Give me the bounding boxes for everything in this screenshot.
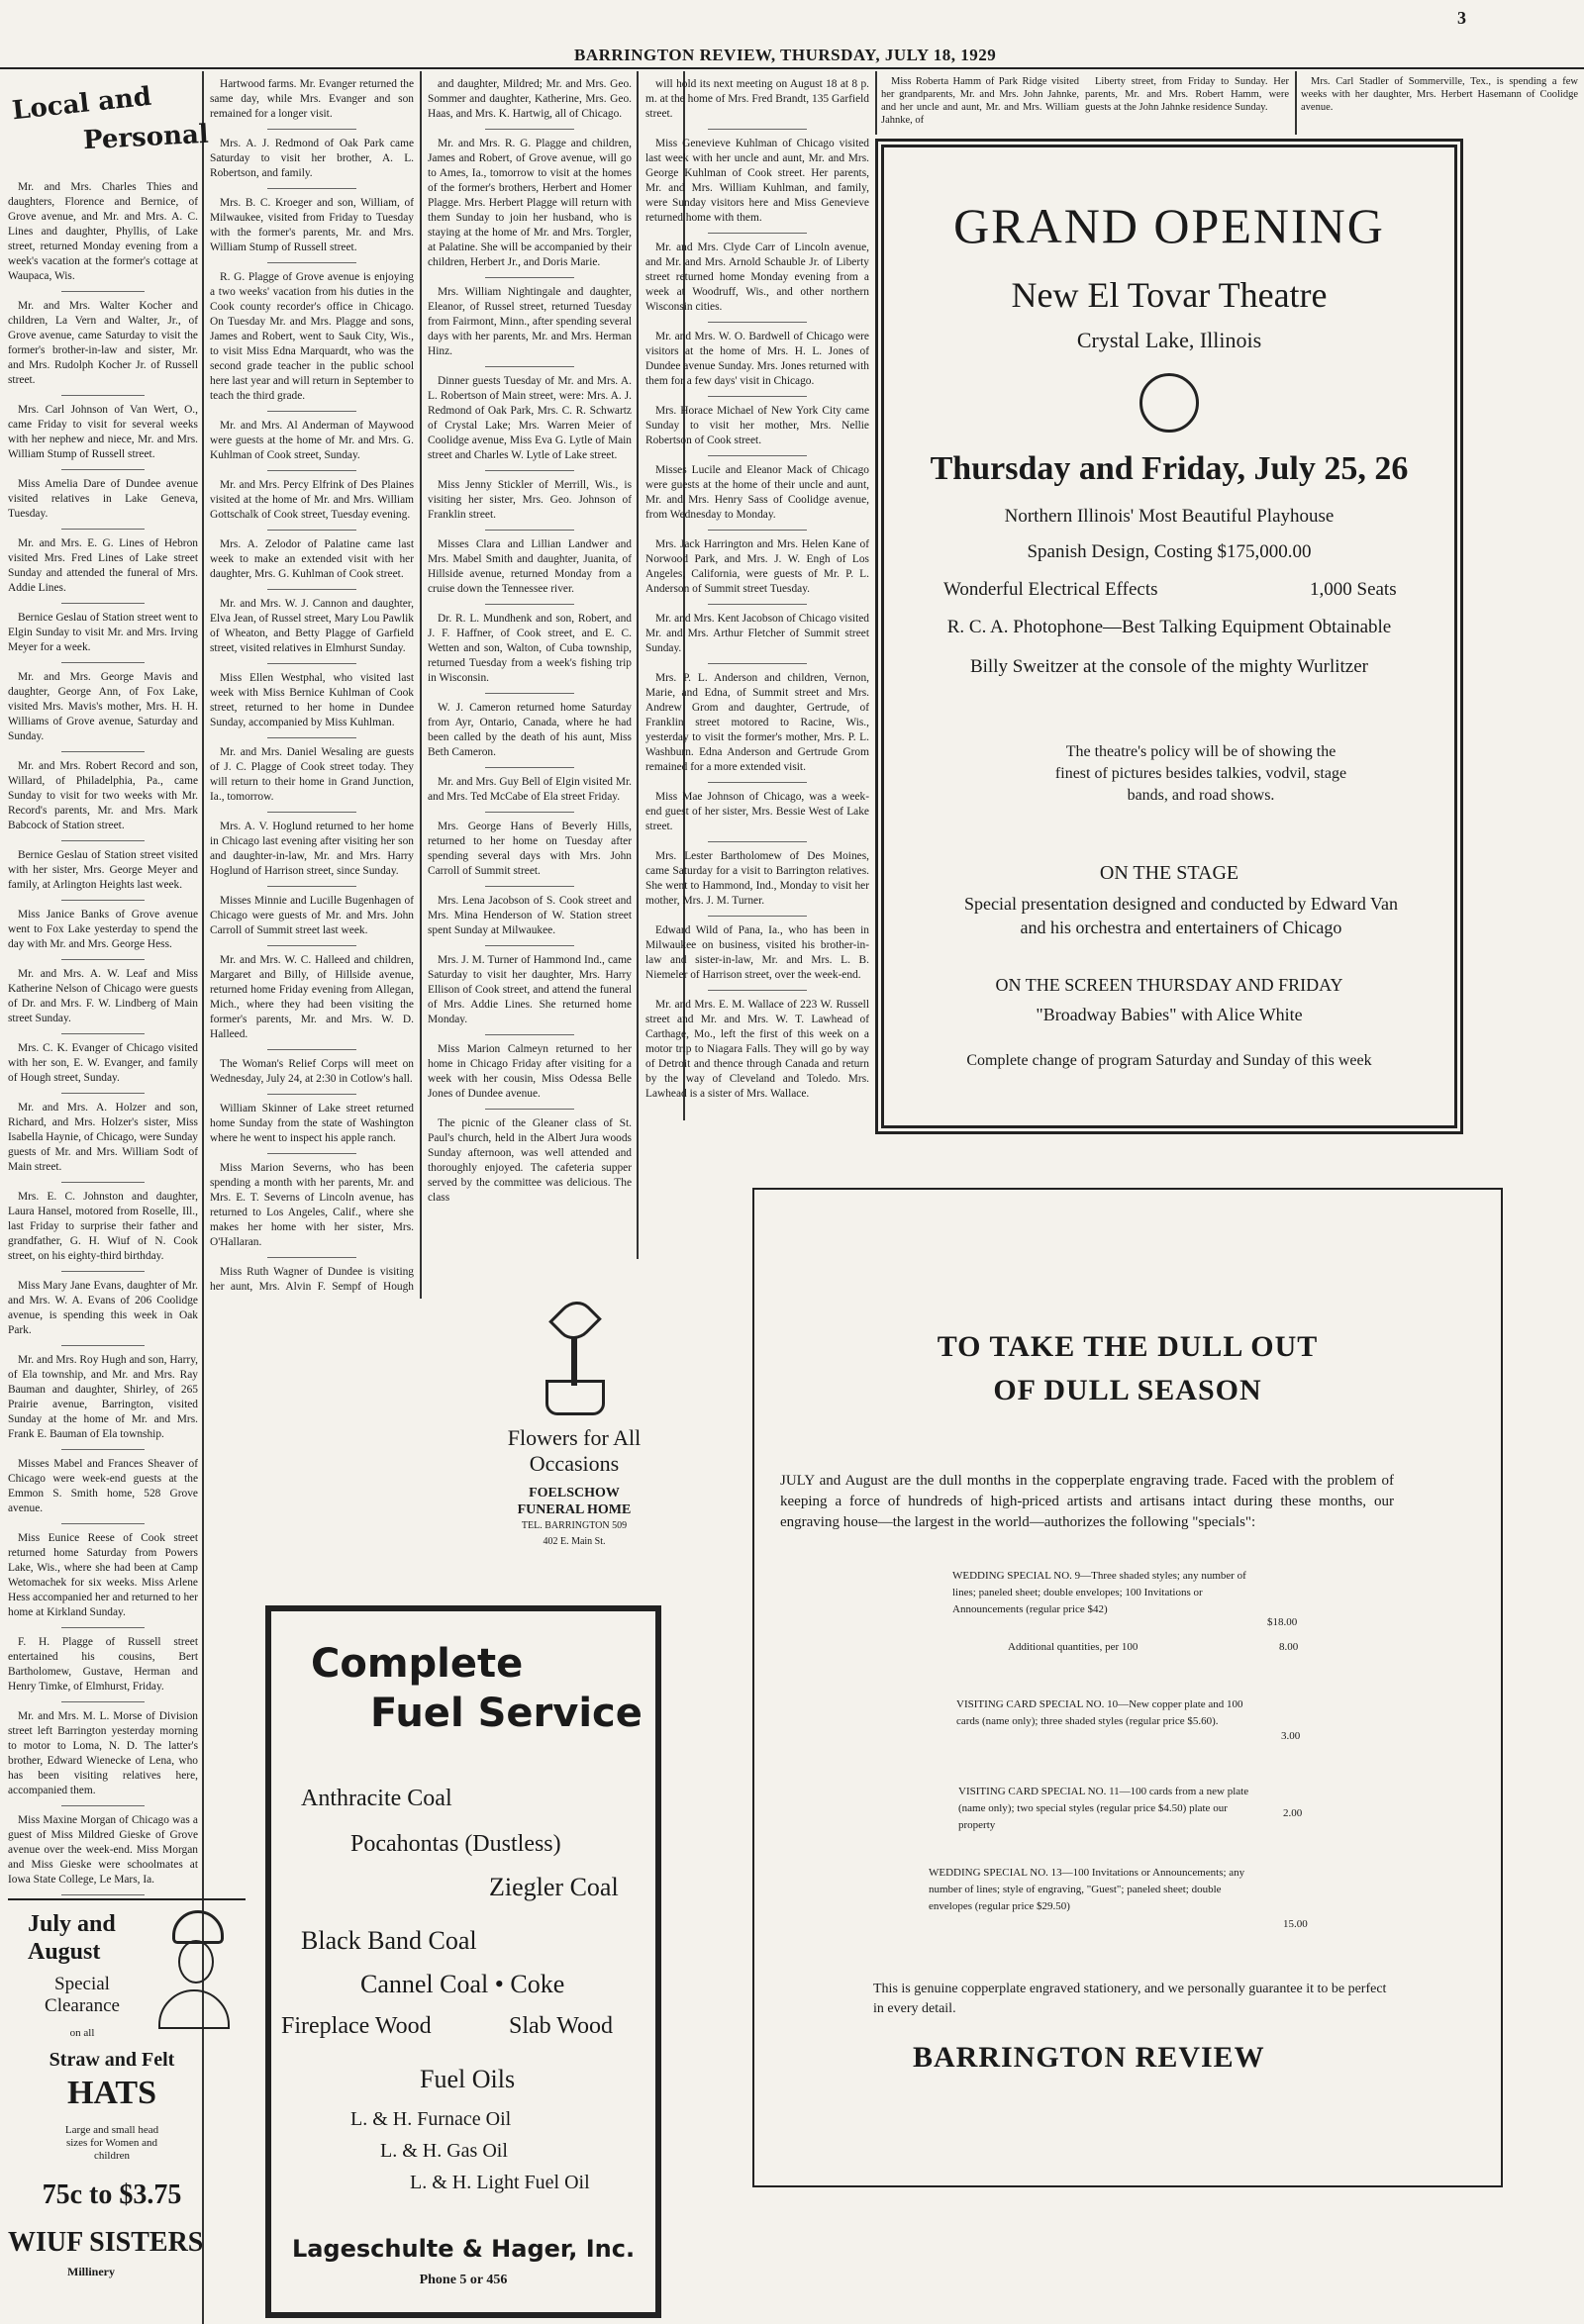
theatre-city: Crystal Lake, Illinois (1076, 328, 1262, 352)
item-divider (485, 366, 575, 367)
item-divider (708, 990, 806, 991)
news-item: Dr. R. L. Mundhenk and son, Robert, and J. F. Haffner, of Cook street, and E. C. Wetten and son, Walton, of Cuba township, returned Tuesday from a week's fishing trip in Wisconsin. (428, 613, 632, 684)
item-divider (708, 322, 806, 323)
item-divider (485, 767, 575, 768)
item-divider (267, 945, 357, 946)
news-item: Mrs. E. C. Johnston and daughter, Laura Hansel, motored from Roselle, Ill., last Friday to surprise their father and grandfather, G. H. Wiuf of N. Cook street, on his eighty-third birthday. (8, 1191, 198, 1262)
hats-price: 75c to $3.75 (42, 2179, 182, 2210)
hats-clearance: Special Clearance (45, 1974, 120, 2016)
heading-line: Local and (10, 81, 153, 127)
news-item: Bernice Geslau of Station street went to Elgin Sunday to visit Mr. and Mrs. Irving Meyer for a week. (8, 612, 198, 653)
brief-text: Miss Roberta Hamm of Park Ridge visited her grandparents, Mr. and Mrs. John Jahnke, and her uncle and aunt, Mr. and Mrs. William Jahnke, of (881, 76, 1079, 126)
hats-text: on all (69, 2027, 95, 2039)
item-divider (485, 812, 575, 813)
ad-line: Spanish Design, Costing $175,000.00 (1027, 541, 1312, 562)
ad-line: 1,000 Seats (1310, 579, 1397, 600)
special-item: WEDDING SPECIAL NO. 13—100 Invitations or Announcements; any number of lines; style of engraving, "Guest"; paneled sheet; double envelopes (regular price $29.50) (929, 1867, 1245, 1912)
news-item: Dinner guests Tuesday of Mr. and Mrs. A. L. Robertson of Main street, were: Mrs. A. J. Redmond of Oak Park, Mrs. C. R. Schwartz of Crystal Lake; Mrs. Warren Meier of Coolidge avenue, Miss Eva G. Lytle of Main street and Charles W. Lytle of Lake street. (428, 375, 632, 461)
flower-pot-icon (538, 1297, 617, 1415)
item-divider (708, 530, 806, 531)
item-divider (61, 603, 145, 604)
news-item: The Woman's Relief Corps will meet on Wednesday, July 24, at 2:30 in Cotlow's hall. (210, 1058, 414, 1085)
special-item: VISITING CARD SPECIAL NO. 10—New copper plate and 100 cards (name only); three shaded styles (regular price $5.60). (956, 1698, 1243, 1727)
fuel-item: Anthracite Coal (301, 1786, 452, 1811)
news-item: Hartwood farms. Mr. Evanger returned the same day, while Mrs. Evanger and son remained for a longer visit. (210, 78, 414, 120)
ad-line: Northern Illinois' Most Beautiful Playhouse (1004, 506, 1335, 527)
news-item: Mrs. William Nightingale and daughter, Eleanor, of Russel street, returned Tuesday from Fairmont, Minn., after spending several days with her parents, Mr. and Mrs. Herman Hinz. (428, 286, 632, 357)
flowers-address: 402 E. Main St. (543, 1536, 606, 1547)
hats-kind: Millinery (67, 2265, 115, 2278)
brief-text: Liberty street, from Friday to Sunday. Her parents, Mr. and Mrs. Robert Hamm, were guests at the John Jahnke residence Sunday. (1085, 76, 1289, 113)
ad-title: GRAND OPENING (953, 198, 1385, 253)
ad-line: Billy Sweitzer at the console of the mighty Wurlitzer (969, 656, 1368, 677)
item-divider (708, 129, 806, 130)
news-item: Mr. and Mrs. George Mavis and daughter, George Ann, of Fox Lake, visited Mrs. Mavis's mother, Mrs. H. H. Williams of Grove avenue, Saturday and Sunday. (8, 671, 198, 742)
screen-heading: ON THE SCREEN THURSDAY AND FRIDAY (995, 975, 1343, 995)
news-item: Miss Amelia Dare of Dundee avenue visited relatives in Lake Geneva, Tuesday. (8, 478, 198, 520)
brief-item (881, 75, 1079, 131)
fuel-phone: Phone 5 or 456 (419, 2273, 508, 2287)
item-divider (61, 469, 145, 470)
item-divider (485, 945, 575, 946)
fuel-advertisement (265, 1605, 661, 2318)
column-rule (875, 71, 877, 135)
theatre-advertisement (875, 139, 1463, 1134)
item-divider (61, 395, 145, 396)
special-price: 2.00 (1283, 1807, 1303, 1819)
item-divider (267, 1153, 357, 1154)
hats-headline: July and August (28, 1911, 116, 1965)
news-item: Mr. and Mrs. Roy Hugh and son, Harry, of Ela township, and Mr. and Mrs. Ray Bauman and daughter, Shirley, of 265 Prairie avenue, Barrington, visited Sunday at the home of Mr. and Mrs. Frank E. Bauman of Ela township. (8, 1354, 198, 1440)
masthead (0, 8, 1584, 69)
news-item: and daughter, Mildred; Mr. and Mrs. Geo. Sommer and daughter, Katherine, Mrs. Geo. Haas, and Mrs. K. Hartwig, all of Chicago. (428, 78, 632, 120)
news-item: William Skinner of Lake street returned home Sunday from the state of Washington where he went to inspect his apple ranch. (210, 1103, 414, 1144)
news-item: Mr. and Mrs. Charles Thies and daughters, Florence and Bernice, of Grove avenue, and Mr. and Mrs. A. C. Lines and daughter, Phyllis, of Lake street, returned Monday evening from a week's vacation at the former's cottage at Waupaca, Wis. (8, 181, 198, 282)
news-item: Mrs. Jack Harrington and Mrs. Helen Kane of Norwood Park, and Mrs. J. W. Engh of Los Angeles, California, were guests of Mr. P. L. Anderson of Summit street Tuesday. (645, 538, 869, 595)
news-item: F. H. Plagge of Russell street entertained his cousins, Bert Bartholomew, Gustave, Herman and Henry Timke, of Elmhurst, Friday. (8, 1636, 198, 1693)
item-divider (485, 277, 575, 278)
stage-heading: ON THE STAGE (1099, 862, 1239, 884)
brief-item (1301, 75, 1578, 131)
item-divider (708, 455, 806, 456)
item-divider (61, 840, 145, 841)
ornament-icon (1139, 373, 1199, 433)
item-divider (61, 529, 145, 530)
news-item: Mr. and Mrs. Daniel Wesaling are guests of J. C. Plagge of Cook street today. They will return to their home in Grand Junction, Ia., tomorrow. (210, 746, 414, 803)
item-divider (708, 916, 806, 917)
item-divider (61, 291, 145, 292)
flowers-advertisement (500, 1287, 648, 1554)
news-item: R. G. Plagge of Grove avenue is enjoying a two weeks' vacation from his duties in the Cook county recorder's office in Chicago. On Tuesday Mr. and Mrs. Plagge and sons, James and Robert, went to Sauk City, Wis., to visit Miss Edna Marquardt, who was the second grade teacher in the public school here last year and will return in September to teach the third grade. (210, 271, 414, 402)
item-divider (267, 1257, 357, 1258)
item-divider (61, 1182, 145, 1183)
news-item: Mr. and Mrs. R. G. Plagge and children, James and Robert, of Grove avenue, will go to Ames, Ia., tomorrow to visit at the homes of the former's brothers, Herbert and Homer Plagge. Mrs. Herbert Plagge will return with them Sunday to join her husband, who is staying at the home of Mr. and Mrs. Torgler, at Palatine. She will be accompanied by their children, Herbert Jr., and Doris Marie. (428, 138, 632, 268)
news-item: Mrs. C. K. Evanger of Chicago visited with her son, E. W. Evanger, and family of Hough street, Sunday. (8, 1042, 198, 1084)
news-item: Mrs. P. L. Anderson and children, Vernon, Marie, and Edna, of Summit street and Mrs. Andrew Grom and daughter, Gertrude, of Franklin street motored to Racine, Wis., yesterday to visit the former's mother, Mrs. P. L. Washburn. Edna Anderson and Gertrude Grom remained for a more extended visit. (645, 672, 869, 773)
news-item: Mr. and Mrs. E. M. Wallace of 223 W. Russell street and Mr. and Mrs. W. T. Lawhead of Carthage, Mo., left the first of this week on a motor trip to Niagara Falls. They will go by way of Detroit and thence through Canada and return by the way of Cleveland and Toledo. Mrs. Lawhead is a sister of Mrs. Wallace. (645, 999, 869, 1100)
special-price: 3.00 (1281, 1730, 1301, 1742)
news-item: Misses Lucile and Eleanor Mack of Chicago were guests at the home of their uncle and aunt, Mr. and Mrs. Henry Sass of Coolidge avenue, from Wednesday to Monday. (645, 464, 869, 521)
item-divider (61, 751, 145, 752)
news-item: Mr. and Mrs. W. J. Cannon and daughter, Elva Jean, of Russel street, Mary Lou Pawlik of Wheaton, and Betty Plagge of Garfield street, visited relatives in Elmhurst Sunday. (210, 598, 414, 654)
brief-text: Mrs. Carl Stadler of Sommerville, Tex., is spending a few weeks with her daughter, Mrs. Herbert Hasemann of Coolidge avenue. (1301, 76, 1578, 113)
item-divider (267, 530, 357, 531)
item-divider (485, 1034, 575, 1035)
hats-text: Straw and Felt (49, 2049, 175, 2071)
news-item: Mrs. Carl Johnson of Van Wert, O., came Friday to visit for several weeks with her nephew and niece, Mr. and Mrs. William Stump of Russell street. (8, 404, 198, 460)
item-divider (485, 129, 575, 130)
item-divider (61, 1523, 145, 1524)
news-item: Mr. and Mrs. A. W. Leaf and Miss Katherine Nelson of Chicago were guests of Dr. and Mrs. F. W. Lindberg of Main street Sunday. (8, 968, 198, 1024)
fuel-item: Ziegler Coal (489, 1873, 619, 1901)
fuel-item: Pocahontas (Dustless) (350, 1831, 561, 1857)
item-divider (708, 841, 806, 842)
fuel-item: L. & H. Furnace Oil (350, 2108, 512, 2130)
item-divider (485, 530, 575, 531)
engraving-title: TO TAKE THE DULL OUT (937, 1330, 1319, 1363)
fuel-company: Lageschulte & Hager, Inc. (291, 2235, 636, 2263)
item-divider (708, 782, 806, 783)
news-item: will hold its next meeting on August 18 at 8 p. m. at the home of Mrs. Fred Brandt, 135 Garfield street. (645, 78, 869, 120)
fuel-item: Black Band Coal (301, 1926, 477, 1955)
news-item: Miss Ruth Wagner of Dundee is visiting her aunt, Mrs. Alvin F. Sempf of Hough (210, 1266, 414, 1293)
masthead-title: BARRINGTON REVIEW, THURSDAY, JULY 18, 1929 (574, 46, 997, 64)
heading-line: Personal (82, 119, 210, 156)
news-item: Miss Eunice Reese of Cook street returned home Saturday from Powers Lake, Wis., where she had been at Camp Wetomachek for six weeks. Miss Arlene Hess accompanied her and returned to her home at Kirkland Sunday. (8, 1532, 198, 1618)
special-item: VISITING CARD SPECIAL NO. 11—100 cards from a new plate (name only); two special styles (regular price $4.50) plate our property (958, 1786, 1249, 1831)
item-divider (267, 663, 357, 664)
item-divider (708, 604, 806, 605)
news-item: Mr. and Mrs. A. Holzer and son, Richard, and Mrs. Holzer's sister, Miss Isabella Haynie, of Chicago, were Sunday guests of Mr. and Mrs. William Sodt of Main street. (8, 1102, 198, 1173)
ad-footer: Complete change of program Saturday and Sunday of this week (966, 1052, 1372, 1069)
news-column-2 (210, 77, 414, 1293)
engraving-title: OF DULL SEASON (993, 1374, 1262, 1406)
news-item: Mrs. Lester Bartholomew of Des Moines, came Saturday for a visit to Barrington relatives. She went to Hammond, Ind., Monday to visit her mother, Mrs. J. M. Turner. (645, 850, 869, 907)
news-item: The picnic of the Gleaner class of St. Paul's church, held in the Albert Jura woods Sunday afternoon, was well attended and thoroughly enjoyed. The cafeteria supper served by the committee was delicious. The class (428, 1117, 632, 1204)
news-item: Miss Marion Severns, who has been spending a month with her parents, Mr. and Mrs. E. T. Severns of Lincoln avenue, has returned to Los Angeles, Calif., where she makes her home with her sister, Mrs. O'Hallaran. (210, 1162, 414, 1248)
ad-line: Wonderful Electrical Effects (943, 579, 1158, 600)
item-divider (267, 1049, 357, 1050)
news-item: Mrs. Horace Michael of New York City came Sunday to visit her mother, Mrs. Nellie Robertson of Cook street. (645, 405, 869, 446)
item-divider (61, 900, 145, 901)
news-item: Mr. and Mrs. W. O. Bardwell of Chicago were visitors at the home of Mrs. H. L. Jones of Dundee avenue Sunday. Mrs. Jones returned with them for a few days' visit in Chicago. (645, 331, 869, 387)
theatre-name: New El Tovar Theatre (1011, 275, 1328, 315)
flowers-business: FOELSCHOW FUNERAL HOME (517, 1486, 632, 1517)
brief-item (1085, 75, 1289, 131)
item-divider (267, 886, 357, 887)
news-item: Mr. and Mrs. Guy Bell of Elgin visited Mr. and Mrs. Ted McCabe of Ela street Friday. (428, 776, 632, 803)
fuel-item: Fireplace Wood (281, 2013, 432, 2039)
item-divider (61, 1345, 145, 1346)
page-number: 3 (1457, 8, 1466, 28)
item-divider (267, 1094, 357, 1095)
item-divider (267, 129, 357, 130)
ad-line: R. C. A. Photophone—Best Talking Equipment Obtainable (946, 617, 1392, 637)
item-divider (61, 1627, 145, 1628)
item-divider (485, 693, 575, 694)
column-rule (420, 71, 422, 1299)
news-item: Bernice Geslau of Station street visited with her sister, Mrs. George Meyer and family, at Arlington Heights last week. (8, 849, 198, 891)
item-divider (708, 233, 806, 234)
item-divider (485, 604, 575, 605)
hats-advertisement (8, 1898, 246, 2314)
item-divider (708, 396, 806, 397)
item-divider (61, 662, 145, 663)
item-divider (61, 1894, 145, 1895)
news-item: Mrs. A. Zelodor of Palatine came last week to make an extended visit with her daughter, Mrs. G. Kuhlman of Cook street. (210, 538, 414, 580)
hats-text: Large and small head sizes for Women and children (64, 2124, 159, 2162)
news-item: Miss Mae Johnson of Chicago, was a week-end guest of her sister, Mrs. Bessie West of Lake street. (645, 791, 869, 832)
stage-text: Special presentation designed and conducted by Edward Van and his orchestra and entertainers of Chicago (963, 894, 1399, 937)
item-divider (485, 470, 575, 471)
news-item: Miss Genevieve Kuhlman of Chicago visited last week with her uncle and aunt, Mr. and Mrs. George Kuhlman of Cook street. Her parents, Mr. and Mrs. William Kuhlman, and family, were Sunday visitors here and Miss Genevieve returned home with them. (645, 138, 869, 224)
news-item: Edward Wild of Pana, Ia., who has been in Milwaukee on business, visited his brother-in-law and sister-in-law, Mr. and Mrs. L. B. Niemeler of Harrison street, over the week-end. (645, 924, 869, 981)
engraving-signature: BARRINGTON REVIEW (913, 2041, 1265, 2074)
hats-shop: WIUF SISTERS (8, 2227, 204, 2258)
fuel-item: L. & H. Gas Oil (380, 2140, 508, 2162)
fuel-title: Fuel Service (370, 1691, 643, 1736)
item-divider (61, 1093, 145, 1094)
news-item: Mrs. J. M. Turner of Hammond Ind., came Saturday to visit her daughter, Mrs. Harry Ellison of Cook street, and attend the funeral of Mrs. Addie Lines. She returned home Monday. (428, 954, 632, 1025)
news-item: Miss Janice Banks of Grove avenue went to Fox Lake yesterday to spend the day with Mr. and Mrs. George Hess. (8, 909, 198, 950)
fuel-item: L. & H. Light Fuel Oil (410, 2172, 590, 2193)
news-column-3 (428, 77, 632, 1255)
item-divider (708, 663, 806, 664)
news-item: Misses Mabel and Frances Sheaver of Chicago were week-end guests at the Emmon S. Smith home, 528 Grove avenue. (8, 1458, 198, 1514)
item-divider (267, 188, 357, 189)
news-item: Mrs. A. J. Redmond of Oak Park came Saturday to visit her brother, A. L. Robertson, and family. (210, 138, 414, 179)
item-divider (267, 589, 357, 590)
fuel-item: Cannel Coal • Coke (360, 1970, 565, 1998)
special-item: WEDDING SPECIAL NO. 9—Three shaded styles; any number of lines; paneled sheet; double envelopes; 100 Invitations or Announcements (regular price $42) (952, 1570, 1246, 1615)
item-divider (61, 1033, 145, 1034)
news-item: Mrs. Lena Jacobson of S. Cook street and Mrs. Mina Henderson of W. Station street spent Sunday at Milwaukee. (428, 895, 632, 936)
column-rule (1295, 71, 1297, 135)
news-item: Miss Mary Jane Evans, daughter of Mr. and Mrs. W. A. Evans of 206 Coolidge avenue, is spending this week in Oak Park. (8, 1280, 198, 1336)
item-divider (61, 1805, 145, 1806)
item-divider (61, 959, 145, 960)
news-item: Mr. and Mrs. Kent Jacobson of Chicago visited Mr. and Mrs. Arthur Fletcher of Summit street Sunday. (645, 613, 869, 654)
engraving-closing: This is genuine copperplate engraved stationery, and we personally guarantee it to be perfect in every detail. (873, 1982, 1387, 2016)
engraving-intro: JULY and August are the dull months in the copperplate engraving trade. Faced with the problem of keeping a force of hundreds of high-priced artists and artisans intact during these months, our engraving house—the largest in the world—authorizes the following "specials": (780, 1473, 1394, 1530)
show-dates: Thursday and Friday, July 25, 26 (930, 450, 1409, 487)
news-item: Mr. and Mrs. W. C. Halleed and children, Margaret and Billy, of Hillside avenue, returned home Friday evening from Allegan, Mich., where they had been visiting the former's parents, Mr. and Mrs. W. D. Halleed. (210, 954, 414, 1040)
news-item: Mrs. George Hans of Beverly Hills, returned to her home on Tuesday after spending several days with Mrs. John Carroll of Summit street. (428, 821, 632, 877)
hats-title: HATS (66, 2075, 157, 2111)
news-item: Mrs. A. V. Hoglund returned to her home in Chicago last evening after visiting her son and daughter-in-law, Mr. and Mrs. Harry Hoglund of Harrison street, since Sunday. (210, 821, 414, 877)
news-item: Mr. and Mrs. M. L. Morse of Division street left Barrington yesterday morning to motor to Loma, N. D. The latter's brother, Edward Wienecke of Lena, who has been visiting relatives here, accompanied them. (8, 1710, 198, 1796)
news-item: Mr. and Mrs. Clyde Carr of Lincoln avenue, and Mr. and Mrs. Arnold Schauble Jr. of Liberty street returned home Monday evening from a week at Woodruff, Wis., and other northern Wisconsin cities. (645, 242, 869, 313)
item-divider (267, 737, 357, 738)
lady-portrait-icon (154, 1910, 234, 2029)
item-divider (61, 1271, 145, 1272)
item-divider (267, 812, 357, 813)
item-divider (267, 262, 357, 263)
news-item: W. J. Cameron returned home Saturday from Ayr, Ontario, Canada, where he had been called by the death of his aunt, Miss Beth Cameron. (428, 702, 632, 758)
flowers-phone: TEL. BARRINGTON 509 (521, 1520, 628, 1531)
screen-text: "Broadway Babies" with Alice White (1036, 1005, 1303, 1024)
news-item: Miss Ellen Westphal, who visited last week with Miss Bernice Kuhlman of Cook street, returned to her home in Dundee Sunday, accompanied by Miss Kuhlman. (210, 672, 414, 728)
item-divider (485, 1109, 575, 1110)
news-item: Mr. and Mrs. Robert Record and son, Willard, of Philadelphia, Pa., came Sunday to visit for two weeks with Mr. Record's parents, Mr. and Mrs. Mark Babcock of Station street. (8, 760, 198, 831)
column-rule (637, 71, 639, 1259)
item-divider (61, 1701, 145, 1702)
fuel-item: Fuel Oils (420, 2065, 516, 2093)
section-heading (4, 81, 210, 156)
news-item: Mrs. B. C. Kroeger and son, William, of Milwaukee, visited from Friday to Tuesday with the former's parents, Mr. and Mrs. William Stump of Russell street. (210, 197, 414, 253)
theatre-policy: The theatre's policy will be of showing the finest of pictures besides talkies, vodvil, stage bands, and road shows. (1054, 743, 1347, 804)
news-column-4 (645, 77, 869, 1176)
engraving-advertisement (752, 1188, 1503, 2187)
fuel-title: Complete (311, 1641, 524, 1687)
item-divider (61, 1449, 145, 1450)
news-item: Mr. and Mrs. Al Anderman of Maywood were guests at the home of Mr. and Mrs. G. Kuhlman of Cook street, Sunday. (210, 420, 414, 461)
news-item: Misses Clara and Lillian Landwer and Mrs. Mabel Smith and daughter, Juanita, of Hillside avenue, returned Monday from a cruise down the Tennessee river. (428, 538, 632, 595)
news-item: Miss Marion Calmeyn returned to her home in Chicago Friday after visiting for a week with her cousin, Miss Odessa Belle Jones of Dundee avenue. (428, 1043, 632, 1100)
item-divider (485, 886, 575, 887)
news-item: Miss Jenny Stickler of Merrill, Wis., is visiting her sister, Mrs. Geo. Johnson of Franklin street. (428, 479, 632, 521)
news-item: Mr. and Mrs. Percy Elfrink of Des Plaines visited at the home of Mr. and Mrs. William Gottschalk of Cook street, Tuesday evening. (210, 479, 414, 521)
item-divider (267, 411, 357, 412)
news-item: Misses Minnie and Lucille Bugenhagen of Chicago were guests of Mr. and Mrs. John Carroll of Summit street last week. (210, 895, 414, 936)
special-price: 15.00 (1283, 1918, 1308, 1930)
flowers-title: Flowers for All Occasions (507, 1425, 642, 1476)
news-item: Mr. and Mrs. E. G. Lines of Hebron visited Mrs. Fred Lines of Lake street Sunday and attended the funeral of Mrs. Addie Lines. (8, 537, 198, 594)
news-item: Miss Maxine Morgan of Chicago was a guest of Miss Mildred Gieske of Grove avenue over the week-end. Miss Morgan and Miss Gieske were schoolmates at Iowa State College, Le Mars, Ia. (8, 1814, 198, 1886)
special-price: $18.00 (1267, 1616, 1298, 1628)
news-column-1 (8, 180, 198, 1902)
item-divider (267, 470, 357, 471)
special-price: 8.00 (1279, 1641, 1299, 1653)
fuel-item: Slab Wood (509, 2013, 613, 2039)
special-item: Additional quantities, per 100 (1008, 1641, 1138, 1653)
news-item: Mr. and Mrs. Walter Kocher and children, La Vern and Walter, Jr., of Grove avenue, came Saturday to visit the former's brother-in-law and sister, Mr. and Mrs. Rudolph Kocher Jr. of Russell street. (8, 300, 198, 386)
